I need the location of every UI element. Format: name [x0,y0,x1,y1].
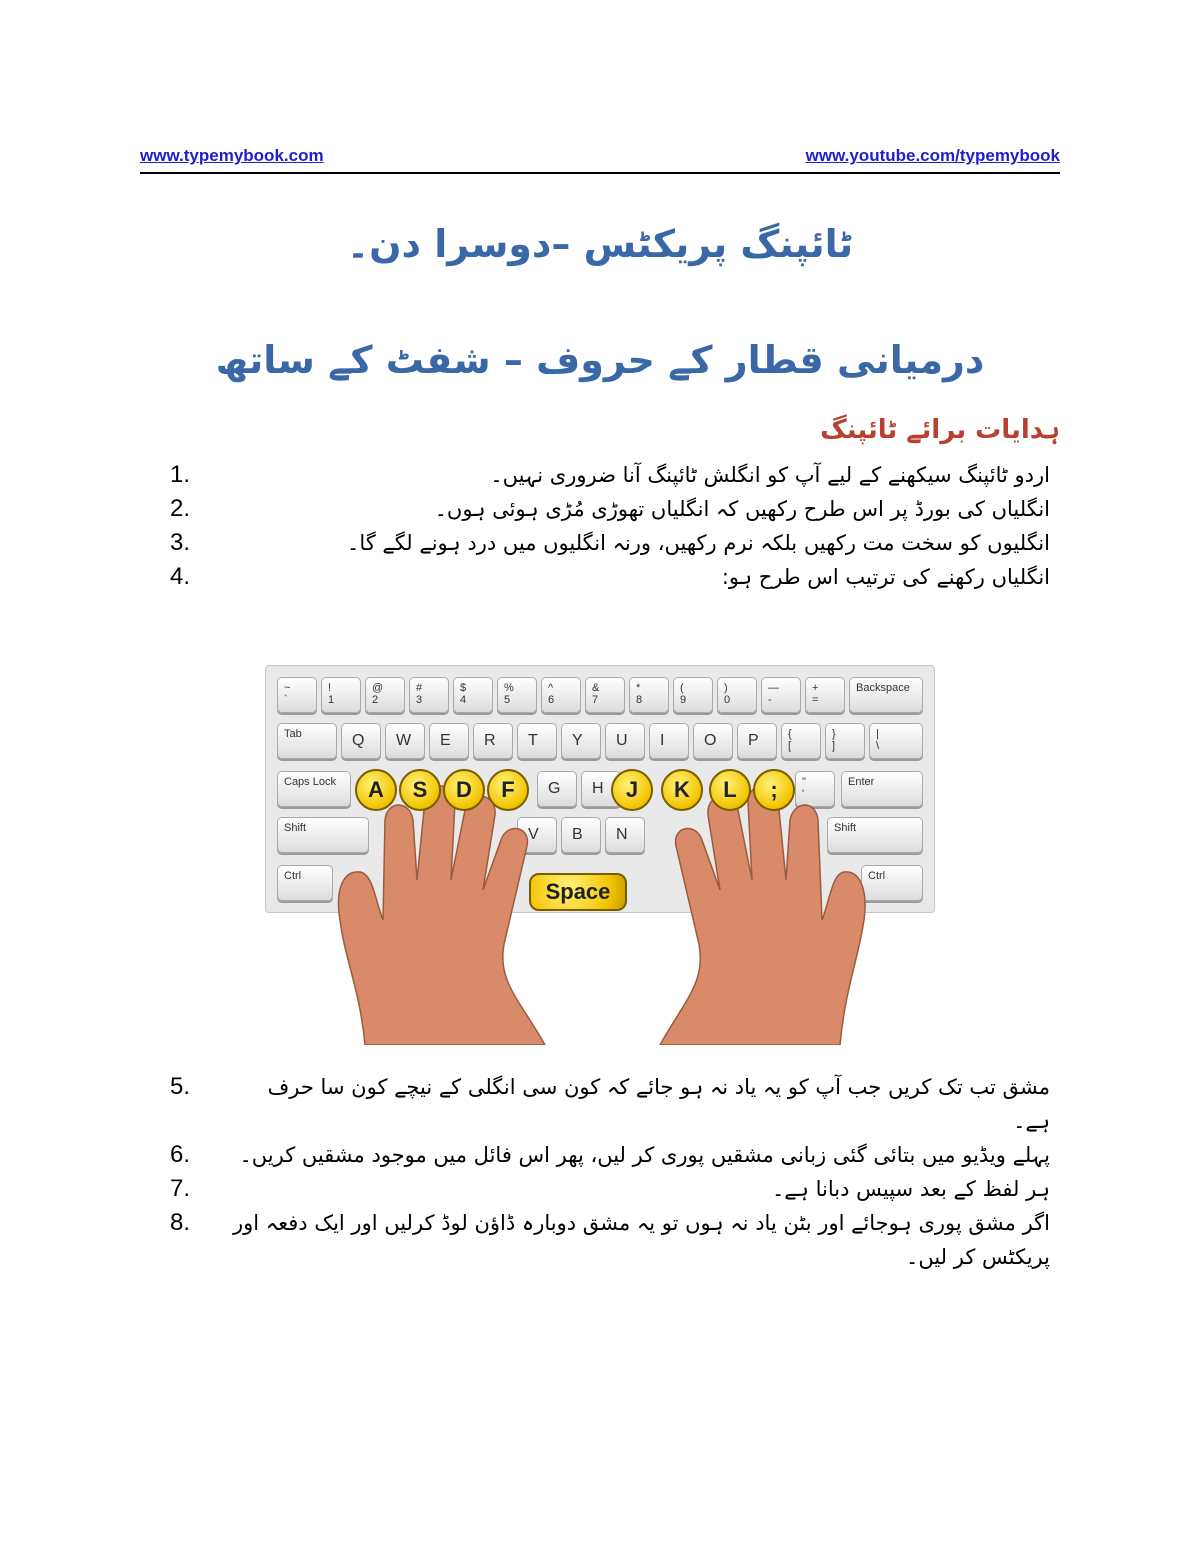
home-key-k: K [661,769,703,811]
instructions-list [170,458,1050,594]
home-key-j: J [611,769,653,811]
key-g: G [537,771,577,807]
key-bracket-left: { [ [781,723,821,759]
key-6: ^ 6 [541,677,581,713]
instruction-number: 1. [170,461,191,488]
page-header [140,144,1060,174]
youtube-link[interactable]: www.youtube.com/typemybook [805,146,1060,165]
instructions-list-continued [170,1070,1050,1274]
instruction-text: پہلے ویڈیو میں بتائی گئی زبانی مشقیں پوری کر لیں، پھر اس فائل میں موجود مشقیں کریں۔ [239,1143,1050,1167]
instruction-text: اردو ٹائپنگ سیکھنے کے لیے آپ کو انگلش ٹائپنگ آنا ضروری نہیں۔ [490,463,1050,487]
typemybook-link[interactable]: www.typemybook.com [140,146,324,165]
list-item [170,1206,1050,1274]
key-b: B [561,817,601,853]
key-ctrl-right: Ctrl [861,865,923,901]
key-p: P [737,723,777,759]
key-shift-left: Shift [277,817,369,853]
key-v: V [517,817,557,853]
instruction-number: 8. [170,1209,191,1236]
page-subtitle: درمیانی قطار کے حروف – شفٹ کے ساتھ [215,338,985,382]
instruction-text: انگلیاں رکھنے کی ترتیب اس طرح ہو: [721,565,1050,589]
home-key-a: A [355,769,397,811]
instruction-number: 4. [170,563,191,590]
key-e: E [429,723,469,759]
instruction-text: مشق تب تک کریں جب آپ کو یہ یاد نہ ہو جائے کہ کون سی انگلی کے نیچے کون سا حرف ہے۔ [267,1075,1050,1133]
instruction-number: 2. [170,495,191,522]
list-item [170,492,1050,526]
instruction-text: اگر مشق پوری ہوجائے اور بٹن یاد نہ ہوں تو یہ مشق دوبارہ ڈاؤن لوڈ کرلیں اور ایک دفعہ اور پریکٹس کر لیں۔ [232,1211,1050,1269]
keyboard-illustration [265,665,935,1045]
key-tab: Tab [277,723,337,759]
key-ctrl-left: Ctrl [277,865,333,901]
key-7: & 7 [585,677,625,713]
home-key-d: D [443,769,485,811]
instruction-number: 7. [170,1175,191,1202]
key-caps-lock: Caps Lock [277,771,351,807]
list-item [170,1138,1050,1172]
key-4: $ 4 [453,677,493,713]
key-2: @ 2 [365,677,405,713]
space-key: Space [529,873,627,911]
key-y: Y [561,723,601,759]
key-equals: + = [805,677,845,713]
home-key-s: S [399,769,441,811]
list-item [170,526,1050,560]
instruction-number: 6. [170,1141,191,1168]
key-o: O [693,723,733,759]
key-t: T [517,723,557,759]
key-1: ! 1 [321,677,361,713]
list-item [170,1070,1050,1138]
instruction-text: ہر لفظ کے بعد سپیس دبانا ہے۔ [772,1177,1050,1201]
key-0: ) 0 [717,677,757,713]
key-u: U [605,723,645,759]
key-q: Q [341,723,381,759]
key-shift-right: Shift [827,817,923,853]
key-9: ( 9 [673,677,713,713]
instruction-number: 3. [170,529,191,556]
instruction-text: انگلیوں کو سخت مت رکھیں بلکہ نرم رکھیں، ورنہ انگلیوں میں درد ہونے لگے گا۔ [347,531,1050,555]
key-n: N [605,817,645,853]
key-backspace: Backspace [849,677,923,713]
key-h: H [581,771,621,807]
instructions-heading: ہدایات برائے ٹائپنگ [820,415,1060,445]
key-minus: — - [761,677,801,713]
instruction-number: 5. [170,1073,191,1100]
key-i: I [649,723,689,759]
key-tilde: ~ ` [277,677,317,713]
page-title: ٹائپنگ پریکٹس –دوسرا دن۔ [346,222,854,266]
key-5: % 5 [497,677,537,713]
key-quote: " ' [795,771,835,807]
key-r: R [473,723,513,759]
key-backslash: | \ [869,723,923,759]
list-item [170,560,1050,594]
key-w: W [385,723,425,759]
home-key-f: F [487,769,529,811]
list-item [170,1172,1050,1206]
key-8: * 8 [629,677,669,713]
key-bracket-right: } ] [825,723,865,759]
key-3: # 3 [409,677,449,713]
list-item [170,458,1050,492]
key-enter: Enter [841,771,923,807]
home-key-semicolon: ; [753,769,795,811]
home-key-l: L [709,769,751,811]
instruction-text: انگلیاں کی بورڈ پر اس طرح رکھیں کہ انگلیاں تھوڑی مُڑی ہوئی ہوں۔ [434,497,1050,521]
